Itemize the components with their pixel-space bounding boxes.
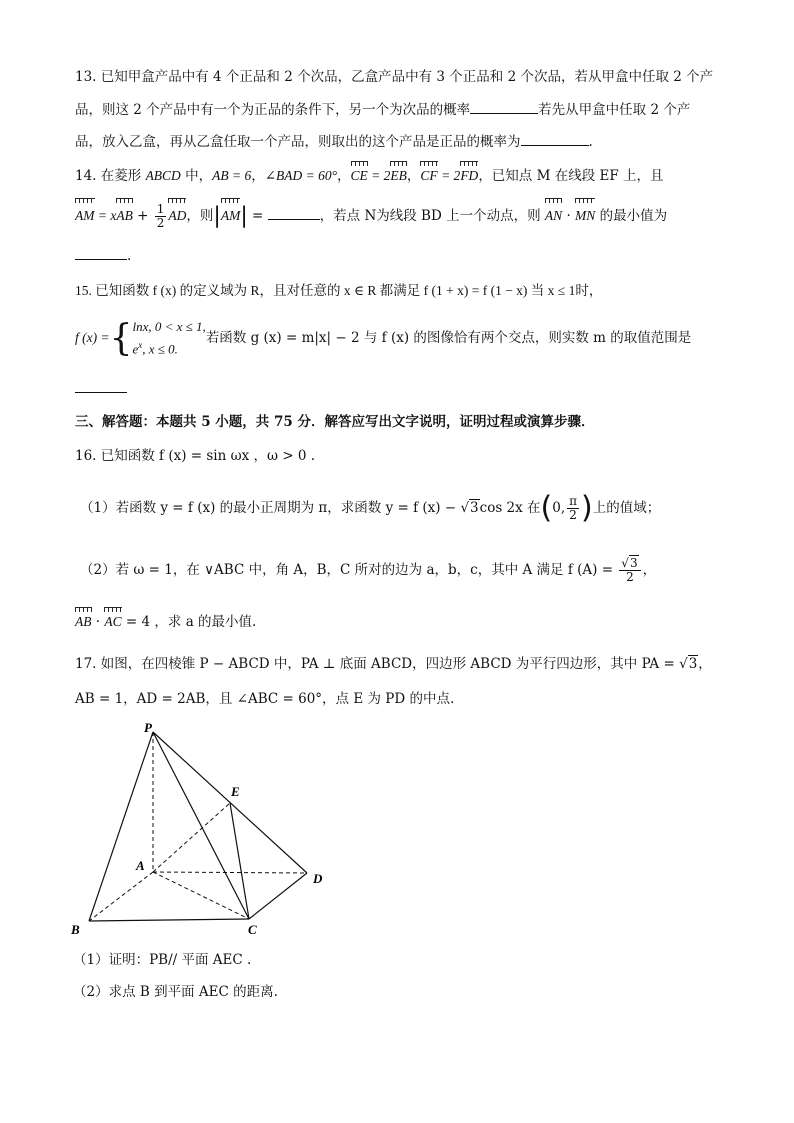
- edge-ab: [89, 872, 153, 921]
- q16-part1-end: 上的值域；: [592, 500, 661, 516]
- q14-eq2-b: = 2: [437, 168, 461, 183]
- q14-line1: 14. 在菱形 ABCD 中，AB = 6，∠BAD = 60°，CE = 2EB，CF = 2FD，已知点 M 在线段 EF 上，且: [75, 168, 664, 184]
- q16-part2-text: （2）若 ω = 1，在 ∨ABC 中，角 A，B，C 所对的边为 a，b，c，其中 A 满足 f (A) =: [80, 562, 618, 578]
- q14-then: ，则: [186, 208, 214, 224]
- q13-line2-tail: 若先从甲盒中任取 2 个产: [538, 102, 691, 118]
- q13-line3: [75, 131, 593, 152]
- edge-bc: [89, 919, 249, 921]
- q17-sqrt3: √3: [679, 656, 698, 672]
- q15-cases: [133, 318, 206, 359]
- q16-pi-over-2: $\frac{\pi}{2}$: [569, 494, 578, 522]
- q14-line3: [75, 245, 131, 266]
- q16-part3: AB · AC = 4 ，求 a 的最小值.: [75, 614, 257, 630]
- label-d: D: [313, 871, 323, 886]
- q15-line1: 15. 已知函数 f (x) 的定义域为 R，且对任意的 x ∈ R 都满足 f (1 + x) = f (1 − x) 当 x ≤ 1时，: [75, 283, 603, 298]
- q17-part1: （1）证明：PB// 平面 AEC .: [73, 952, 252, 968]
- q14-abs-am: |AM|: [213, 203, 248, 229]
- q16-part1-text: （1）若函数 y = f (x) 的最小正周期为 π，求函数 y = f (x) −: [80, 500, 461, 516]
- q13-line1: 13. 已知甲盒产品中有 4 个正品和 2 个次品，乙盒产品中有 3 个正品和 2 个次品，若从甲盒中任取 2 个产: [75, 69, 714, 85]
- q15-case2: e: [132, 341, 139, 357]
- section3-heading: 三、解答题：本题共 5 小题，共 75 分．解答应写出文字说明，证明过程或演算步骤．: [75, 414, 595, 430]
- q16-sqrt3: √3: [460, 500, 479, 516]
- q14-equals: =: [247, 208, 268, 224]
- q13-line3-text: 品，放入乙盒，再从乙盒任取一个产品，则取出的这个产品是正品的概率为: [75, 134, 521, 150]
- q14-half-den: 2: [156, 216, 165, 230]
- q14-ab-eq: AB = 6: [212, 168, 252, 183]
- q14-half-num: 1: [156, 202, 165, 216]
- q13-line3-period: .: [588, 134, 593, 150]
- label-p: P: [144, 720, 152, 735]
- edge-pb: [89, 732, 153, 921]
- q15-brace: {: [109, 317, 133, 359]
- q15-line2: [75, 318, 691, 359]
- q14-abcd: ABCD: [145, 168, 181, 183]
- q13-line2: [75, 99, 690, 120]
- q15-case1: lnx, 0 < x ≤ 1,: [132, 319, 206, 334]
- edge-ac: [153, 872, 249, 919]
- edge-ad: [153, 872, 307, 873]
- q17-line1: 17. 如图，在四棱锥 P − ABCD 中，PA ⊥ 底面 ABCD，四边形 ABCD 为平行四边形，其中 PA = √3，: [75, 656, 712, 672]
- q14-answer-blank-2[interactable]: [75, 245, 127, 260]
- q14-plus: +: [132, 208, 153, 224]
- q16-interval-start: 0,: [552, 500, 566, 516]
- q14-line1-tail: ，已知点 M 在线段 EF 上，且: [478, 168, 664, 184]
- label-c: C: [248, 922, 257, 937]
- q14-prefix: 14. 在菱形: [75, 168, 146, 184]
- q16-part2: [80, 552, 656, 588]
- q14-line3-period: .: [127, 248, 132, 264]
- q15-case2-rest: , x ≤ 0.: [142, 341, 178, 357]
- edge-ae: [153, 803, 230, 872]
- q16-part3-text: = 4 ，求 a 的最小值.: [121, 614, 257, 630]
- label-e: E: [231, 784, 240, 799]
- q16-sqrt3-over-2: $\frac{√3}{2}$: [619, 557, 640, 584]
- q15-fx: f (x) =: [75, 330, 110, 346]
- q14-vec-am-abs: AM: [221, 203, 241, 229]
- q14-vec-ce: CE: [351, 166, 368, 186]
- label-a: A: [136, 858, 145, 873]
- edge-cd: [249, 873, 307, 919]
- q16-line1: 16. 已知函数 f (x) = sin ωx ，ω > 0 .: [75, 448, 316, 464]
- q15-answer-blank[interactable]: [75, 378, 127, 393]
- q15-line2-tail: 若函数 g (x) = m|x| − 2 与 f (x) 的图像恰有两个交点，则实数 m 的取值范围是: [205, 330, 692, 347]
- q14-vec-mn: MN: [575, 203, 595, 229]
- q16-part2-comma: ，: [642, 562, 657, 578]
- q13-line2-text: 品，则这 2 个产品中有一个为正品的条件下，另一个为次品的概率: [75, 102, 471, 118]
- q14-line2-end: 的最小值为: [595, 208, 668, 224]
- q14-answer-blank-1[interactable]: [268, 205, 320, 220]
- q17-line1-text: 17. 如图，在四棱锥 P − ABCD 中，PA ⊥ 底面 ABCD，四边形 ABCD 为平行四边形，其中 PA =: [75, 656, 680, 672]
- q16-part1: （1）若函数 y = f (x) 的最小正周期为 π，求函数 y = f (x) − √3cos 2x 在(0, $\frac{\pi}{2}$ )上的值域；: [80, 490, 661, 526]
- q14-vec-eb: EB: [390, 166, 407, 186]
- q14-line2: [75, 203, 667, 230]
- q14-vec-am: AM: [75, 203, 95, 229]
- q14-dot: ·: [562, 208, 576, 224]
- q14-vec-ab: AB: [116, 203, 133, 229]
- q14-angle: ∠BAD = 60°: [264, 168, 338, 183]
- q13-answer-blank-1[interactable]: [470, 99, 538, 114]
- label-b: B: [71, 922, 80, 937]
- q14-half: [155, 203, 167, 230]
- q15-case2-sup: x: [138, 340, 143, 350]
- pyramid-figure: [65, 720, 365, 940]
- q14-vec-an: AN: [545, 203, 562, 229]
- q17-part2: （2）求点 B 到平面 AEC 的距离.: [73, 984, 278, 1000]
- q16-vec-ac: AC: [104, 612, 121, 632]
- q14-vec-cf: CF: [420, 166, 437, 186]
- q14-eq2-a: = 2: [367, 168, 391, 183]
- q13-answer-blank-2[interactable]: [521, 131, 589, 146]
- q14-line2-tail: ，若点 N为线段 BD 上一个动点，则: [319, 208, 545, 224]
- edge-pc: [153, 732, 249, 919]
- q15-line3: [75, 378, 127, 399]
- q14-vec-fd: FD: [460, 166, 478, 186]
- q16-part1-cos: cos 2x 在: [479, 500, 541, 516]
- q14-in: 中，: [180, 168, 213, 184]
- q17-line2: AB = 1，AD = 2AB，且 ∠ABC = 60°，点 E 为 PD 的中点.: [75, 691, 455, 707]
- q14-eqx: = x: [94, 208, 117, 223]
- q14-vec-ad: AD: [168, 203, 186, 229]
- q16-vec-ab: AB: [75, 612, 92, 632]
